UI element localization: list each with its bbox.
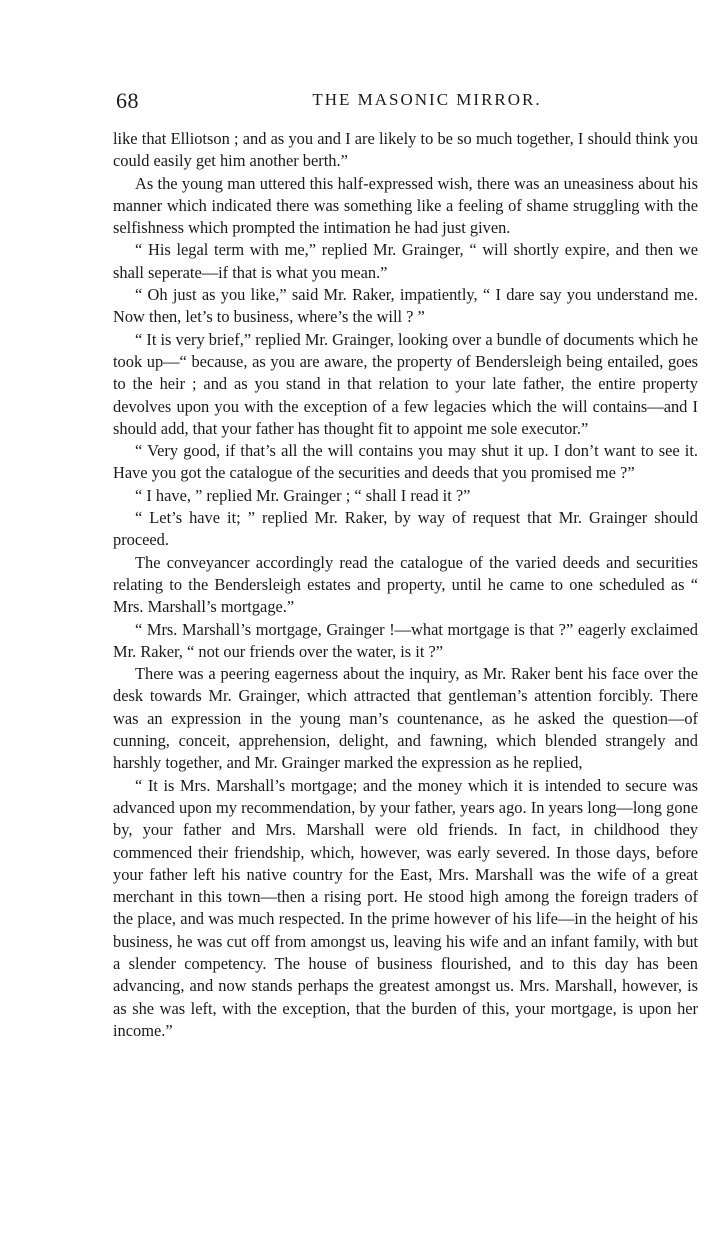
paragraph: “ It is Mrs. Marshall’s mortgage; and the money which it is intended to secure was advanced upon my recommendation, by your father, years ago. In years long—long gone by, your father and Mrs. Marshall were old friends. In fact, in childhood they commenced their friendship, which, however, was early severed. In those days, before your father left his native country for the East, Mrs. Marshall was the wife of a great merchant in this town—then a rising port. He stood high among the foreign traders of the place, and was much respected. In the prime however of his life—in the height of his business, he was cut off from amongst us, leaving his wife and an infant family, with but a slender competency. The house of business flourished, and to this day has been advancing, and now stands perhaps the greatest amongst us. Mrs. Marshall, however, is as she was left, with the exception, that the burden of this, your mortgage, is upon her income.” <box>113 775 698 1040</box>
page-number: 68 <box>116 88 139 113</box>
paragraph: “ I have, ” replied Mr. Grainger ; “ shall I read it ?” <box>135 485 471 505</box>
body-text <box>113 128 698 1042</box>
paragraph: There was a peering eagerness about the inquiry, as Mr. Raker bent his face over the desk towards Mr. Grainger, which attracted that gentleman’s attention forcibly. There was an expression in the young man’s countenance, as he asked the question—of cunning, conceit, apprehension, delight, and fawning, which blended strangely and harshly together, and Mr. Grainger marked the expression as he replied, <box>113 664 698 773</box>
paragraph: “ Mrs. Marshall’s mortgage, Grainger !—what mortgage is that ?” eagerly exclaimed Mr. Raker, “ not our friends over the water, is it ?” <box>113 619 698 661</box>
paragraph: The conveyancer accordingly read the catalogue of the varied deeds and securities relating to the Bendersleigh estates and property, until he came to one scheduled as “ Mrs. Marshall’s mortgage.” <box>113 552 698 617</box>
paragraph: “ Very good, if that’s all the will contains you may shut it up. I don’t want to see it. Have you got the catalogue of the securities and deeds that you promised me ?” <box>113 441 698 483</box>
paragraph: “ It is very brief,” replied Mr. Grainger, looking over a bundle of documents which he took up—“ because, as you are aware, the property of Bendersleigh being entailed, goes to the heir ; and as you stand in that relation to your late father, the entire property devolves upon you with the exception of a few legacies which the will contains—and I should add, that your father has thought fit to appoint me sole executor.” <box>113 329 698 438</box>
journal-title: THE MASONIC MIRROR. <box>312 90 542 109</box>
paragraph: like that Elliotson ; and as you and I are likely to be so much together, I should think you could easily get him another berth.” <box>113 129 698 171</box>
running-head <box>116 88 698 114</box>
paragraph: “ Oh just as you like,” said Mr. Raker, impatiently, “ I dare say you understand me. Now then, let’s to business, where’s the will ? ” <box>113 285 698 327</box>
paragraph: “ Let’s have it; ” replied Mr. Raker, by way of request that Mr. Grainger should proceed. <box>113 508 698 550</box>
paragraph: As the young man uttered this half-expressed wish, there was an uneasiness about his manner which indicated there was something like a feeling of shame struggling with the selfishness which prompted the intimation he had just given. <box>113 173 698 238</box>
paragraph: “ His legal term with me,” replied Mr. Grainger, “ will shortly expire, and then we shall seperate—if that is what you mean.” <box>113 240 698 282</box>
